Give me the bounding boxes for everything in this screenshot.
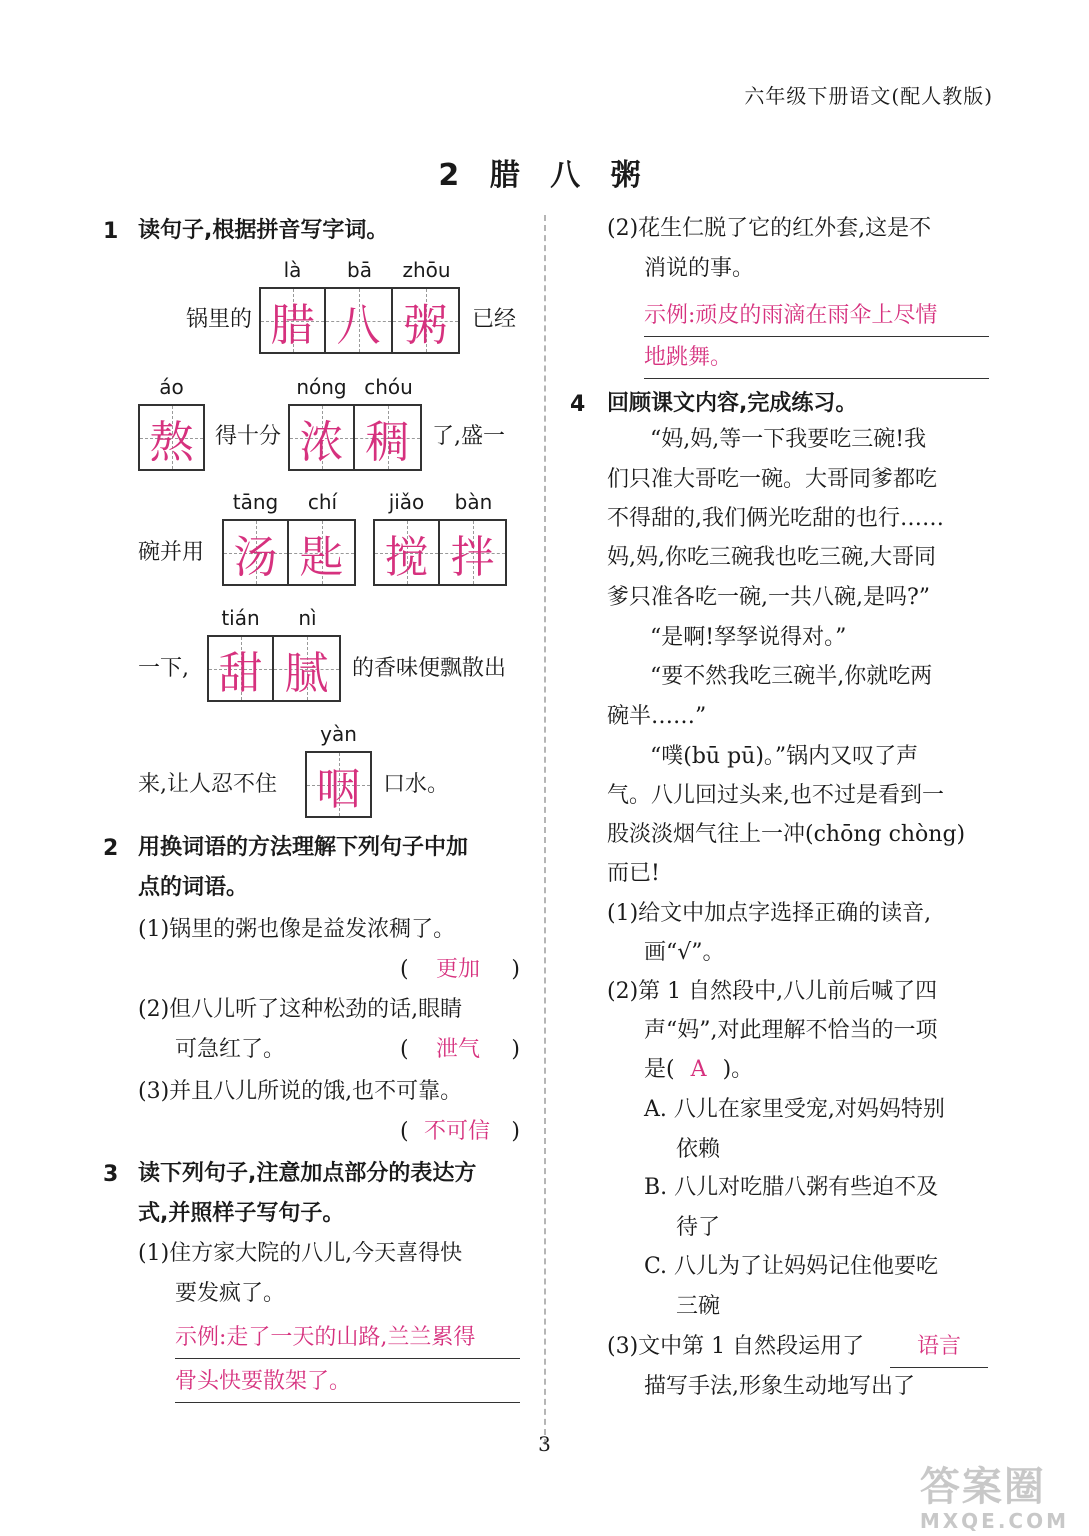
passage-line: “要不然我吃三碗半,你就吃两 [650,664,933,689]
q1-text: 已经 [472,307,517,332]
char-box[interactable] [259,287,326,354]
answer-char: 匙 [299,531,344,583]
page-header: 六年级下册语文(配人教版) [744,84,993,108]
q1-text: 来,让人忍不住 [138,772,277,797]
answer-char: 甜 [218,647,263,699]
pinyin: chí [307,490,338,514]
q1-number: 1 [103,219,119,244]
pinyin: bàn [454,490,493,514]
watermark-logo: 答案圈 MXQE.COM [919,1464,1069,1533]
q2-title: 点的词语。 [138,875,249,900]
option-a: 依赖 [676,1137,721,1162]
q1-group3 [288,375,422,471]
q4-choice-blank[interactable]: 是( A )。 [644,1057,754,1082]
passage-line: 爹只准各吃一碗,一共八碗,是吗?” [607,585,931,610]
q1-text: 的香味便飘散出 [352,656,507,681]
char-box[interactable] [289,519,356,586]
q3-answer-line[interactable]: 骨头快要散架了。 [175,1362,520,1403]
passage-line: 而已! [607,861,660,886]
q1-title: 读句子,根据拼音写字词。 [138,218,389,243]
passage-line: 不得甜的,我们俩光吃甜的也行…… [607,506,944,531]
pinyin: zhōu [402,258,451,282]
q3-sentence: (1)住方家大院的八儿,今天喜得快 [138,1241,463,1266]
answer-char: 拌 [450,531,495,583]
q4-sub: (1)给文中加点字选择正确的读音, [607,901,932,926]
q2-number: 2 [103,836,119,861]
pinyin: jiǎo [388,490,425,514]
char-box[interactable] [440,519,507,586]
pinyin: nì [298,606,317,630]
q3-answer-line[interactable]: 示例:走了一天的山路,兰兰累得 [175,1318,520,1359]
q4-sub: 声“妈”,对此理解不恰当的一项 [644,1018,938,1043]
passage-line: “是啊!孥孥说得对。” [650,625,847,650]
passage-line: 碗半……” [607,704,707,729]
q1-text: 口水。 [383,772,450,797]
char-box[interactable] [393,287,460,354]
answer-char: 汤 [233,531,278,583]
option-a: A. 八儿在家里受宠,对妈妈特别 [644,1097,945,1122]
q1-group4 [222,490,356,586]
q3-title: 式,并照样子写句子。 [138,1201,345,1226]
q4-number: 4 [570,392,586,417]
pinyin: tāng [232,490,279,514]
q2-answer-blank[interactable]: ( 泄气 ) [400,1037,520,1062]
option-c: 三碗 [676,1294,721,1319]
q1-text: 得十分 [215,424,282,449]
q1-text: 碗并用 [138,540,205,565]
char-box[interactable] [274,635,341,702]
pinyin: chóu [364,375,413,399]
char-box[interactable] [222,519,289,586]
passage-line: “噗(bū pū)。”锅内又叹了声 [650,744,919,769]
char-box[interactable] [326,287,393,354]
answer-char: 腻 [284,647,329,699]
char-box[interactable] [373,519,440,586]
q3-sentence: 消说的事。 [644,256,755,281]
q3-sentence: 要发疯了。 [175,1281,286,1306]
answer-char: 熬 [149,416,194,468]
char-box[interactable] [355,404,422,471]
q3-number: 3 [103,1162,119,1187]
char-box[interactable] [288,404,355,471]
char-box[interactable] [207,635,274,702]
passage-line: “妈,妈,等一下我要吃三碗!我 [650,427,927,452]
lesson-title: 2 腊 八 粥 [438,158,651,193]
pinyin: là [283,258,302,282]
q4-sub: 画“√”。 [644,940,725,965]
char-box[interactable] [138,404,205,471]
q1-group2 [138,375,205,471]
column-divider [544,215,546,1445]
q1-text: 一下, [138,656,189,681]
passage-line: 妈,妈,你吃三碗我也吃三碗,大哥同 [607,545,936,570]
q4-answer-line[interactable]: 语言 [890,1327,988,1368]
char-box[interactable] [305,751,372,818]
q3-answer-line[interactable]: 地跳舞。 [644,338,989,379]
answer-char: 粥 [403,299,448,351]
q4-sub: (3)文中第 1 自然段运用了 [607,1334,865,1359]
q1-group5 [373,490,507,586]
q2-sentence: (3)并且八儿所说的饿,也不可靠。 [138,1079,463,1104]
answer-char: 搅 [384,531,429,583]
q4-sub: 描写手法,形象生动地写出了 [644,1374,915,1399]
pinyin: áo [159,375,184,399]
answer-char: 咽 [316,763,361,815]
page-number: 3 [538,1432,551,1456]
pinyin: bā [347,258,372,282]
answer-char: 腊 [270,299,315,351]
passage-line: 股淡淡烟气往上一冲(chōng chòng) [607,822,966,847]
pinyin: tián [221,606,260,630]
q2-sentence: (2)但八儿听了这种松劲的话,眼睛 [138,997,463,1022]
q1-group1 [259,258,460,354]
pinyin: nóng [296,375,347,399]
q2-answer-blank[interactable]: ( 更加 ) [400,957,520,982]
q1-text: 了,盛一 [432,424,505,449]
option-b: 待了 [676,1215,721,1240]
option-b: B. 八儿对吃腊八粥有些迫不及 [644,1175,939,1200]
q2-sentence: (1)锅里的粥也像是益发浓稠了。 [138,917,456,942]
q3-sentence: (2)花生仁脱了它的红外套,这是不 [607,216,932,241]
q3-answer-line[interactable]: 示例:顽皮的雨滴在雨伞上尽情 [644,296,989,337]
q4-title: 回顾课文内容,完成练习。 [607,391,858,416]
q4-sub: (2)第 1 自然段中,八儿前后喊了四 [607,979,938,1004]
q1-group7 [305,722,372,818]
q3-title: 读下列句子,注意加点部分的表达方 [138,1161,477,1186]
passage-line: 气。八儿回过头来,也不过是看到一 [607,783,944,808]
pinyin: yàn [320,722,357,746]
option-c: C. 八儿为了让妈妈记住他要吃 [644,1254,939,1279]
q2-title: 用换词语的方法理解下列句子中加 [138,835,469,860]
q2-answer-blank[interactable]: ( 不可信 ) [400,1119,520,1144]
answer-char: 八 [336,299,381,351]
q2-sentence: 可急红了。 [175,1037,286,1062]
q1-text: 锅里的 [186,307,253,332]
answer-char: 浓 [299,416,344,468]
passage-line: 们只准大哥吃一碗。大哥同爹都吃 [607,467,938,492]
answer-char: 稠 [365,416,410,468]
q1-group6 [207,606,341,702]
